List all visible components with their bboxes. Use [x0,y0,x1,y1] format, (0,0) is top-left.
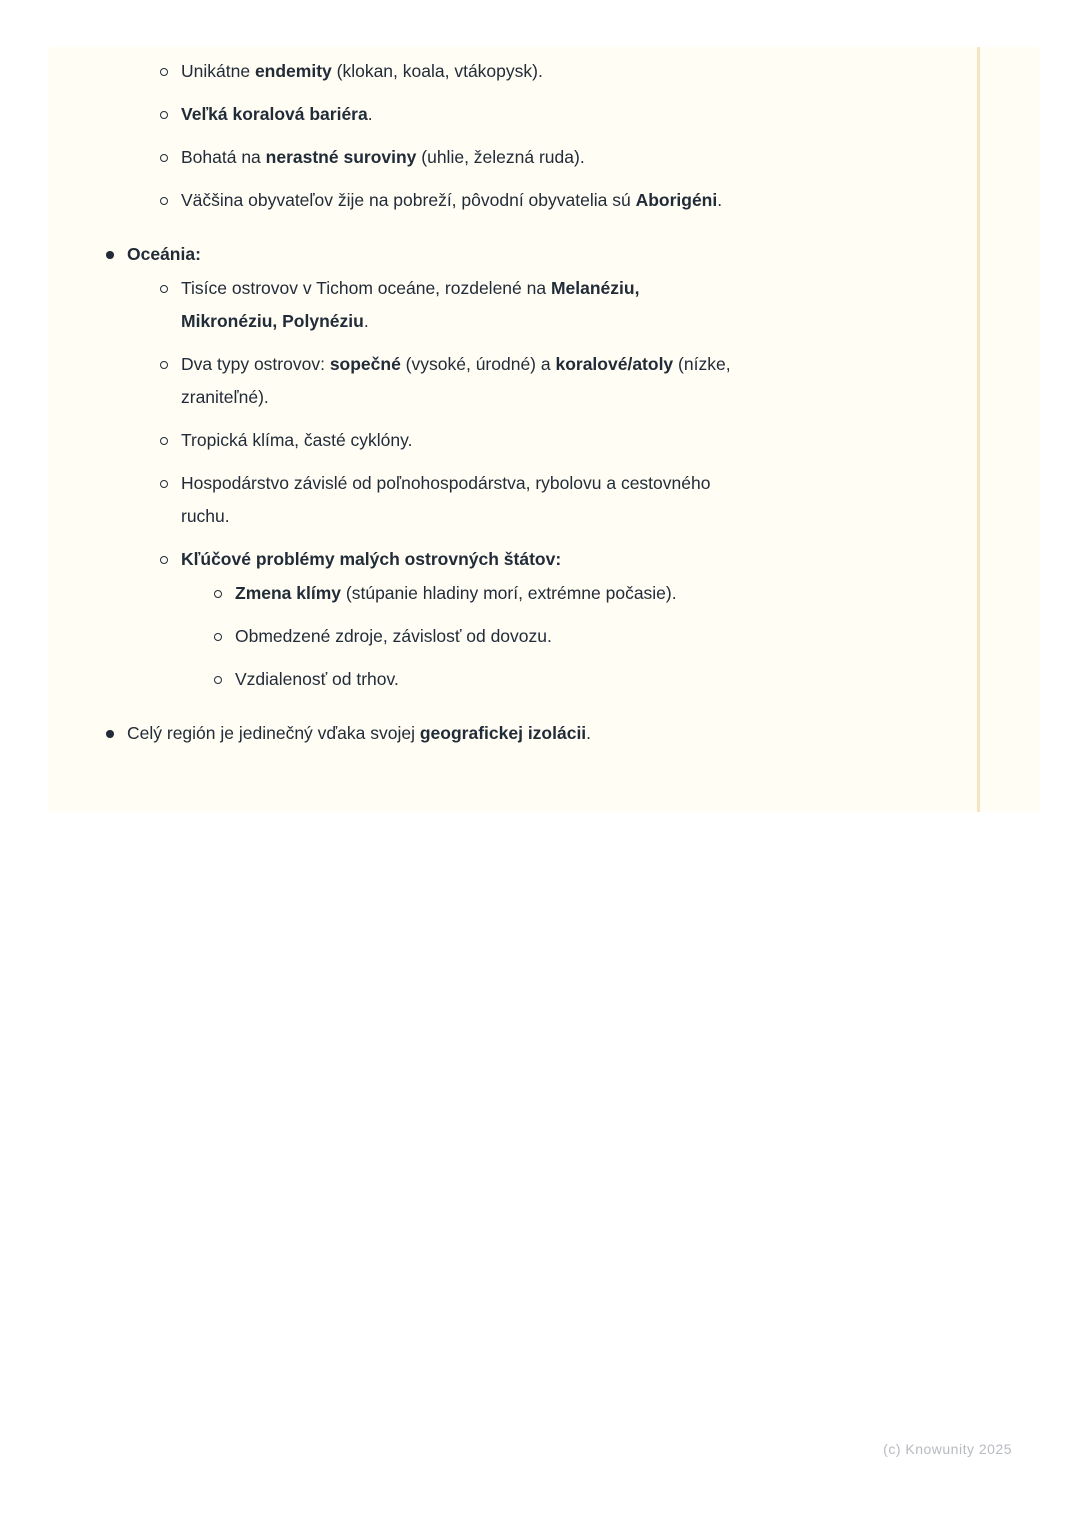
regular-text: . [717,190,723,210]
list-item [159,184,975,217]
list-item-text [181,147,585,167]
regular-text: (vysoké, úrodné) a [400,354,556,374]
bullet-circle-icon [160,285,168,293]
bullet-circle-icon [160,154,168,162]
paper-margin-line [977,47,980,812]
list-item [159,55,975,88]
regular-text: . [367,104,373,124]
list-item-text [235,669,399,689]
bullet-circle-icon [160,480,168,488]
bullet-circle-icon [160,111,168,119]
regular-text: Hospodárstvo závislé od poľnohospodárstva, rybolovu a cestovného [181,473,711,493]
list-item-text [181,104,373,124]
regular-text: Vzdialenosť od trhov. [235,669,399,689]
regular-text: (klokan, koala, vtákopysk). [331,61,543,81]
list-item [159,424,975,457]
bullet-circle-icon [214,590,222,598]
bullet-circle-icon [160,68,168,76]
bold-text: geografickej izolácii [419,723,587,743]
list-item [159,272,975,338]
bullet-disc-icon [106,251,114,259]
regular-text: Bohatá na [181,147,266,167]
outline-list [105,55,975,750]
list-item [159,543,975,696]
regular-text: (uhlie, železná ruda). [416,147,585,167]
regular-text: Celý región je jedinečný vďaka svojej [127,723,420,743]
bold-text: koralové/atoly [555,354,674,374]
bold-text: Oceánia: [127,244,201,264]
list-item-text [181,61,543,81]
list-item-text [181,278,639,331]
list-item [159,98,975,131]
list-item [105,238,975,696]
bold-text: Melanéziu, [550,278,640,298]
bullet-circle-icon [214,676,222,684]
regular-text: ruchu. [181,506,230,526]
bold-text: Mikronéziu, Polynéziu [181,311,364,331]
bullet-circle-icon [160,361,168,369]
regular-text: (nízke, [673,354,731,374]
list-item [105,717,975,750]
outline-sublist [213,577,975,696]
note-paper-panel [48,47,1040,812]
bold-text: Zmena klímy [235,583,342,603]
list-item [159,141,975,174]
list-item [213,577,975,610]
bullet-disc-icon [106,730,114,738]
list-item [213,663,975,696]
outline-sublist [159,55,975,217]
regular-text: . [363,311,369,331]
list-item-text [181,190,722,210]
bullet-circle-icon [160,437,168,445]
list-item [105,55,975,217]
regular-text: Tisíce ostrovov v Tichom oceáne, rozdelené na [181,278,551,298]
bold-text: Aborigéni [635,190,718,210]
bullet-circle-icon [160,556,168,564]
list-item-text [181,430,412,450]
regular-text: (stúpanie hladiny morí, extrémne počasie). [341,583,677,603]
bold-text: sopečné [329,354,401,374]
bold-text: Veľká koralová bariéra [181,104,368,124]
list-item-text [127,244,201,264]
list-item-text [181,354,731,407]
regular-text: Väčšina obyvateľov žije na pobreží, pôvodní obyvatelia sú [181,190,636,210]
bold-text: Kľúčové problémy malých ostrovných štátov: [181,549,562,569]
regular-text: Obmedzené zdroje, závislosť od dovozu. [235,626,552,646]
list-item [213,620,975,653]
regular-text: zraniteľné). [181,387,269,407]
regular-text: Unikátne [181,61,255,81]
regular-text: Dva typy ostrovov: [181,354,330,374]
bullet-circle-icon [214,633,222,641]
regular-text: . [586,723,592,743]
bold-text: nerastné suroviny [265,147,417,167]
list-item-text [181,549,561,569]
bullet-circle-icon [160,197,168,205]
list-item-text [235,583,677,603]
outline-sublist [159,272,975,696]
regular-text: Tropická klíma, časté cyklóny. [181,430,413,450]
list-item-text [127,723,591,743]
copyright-footer: (c) Knowunity 2025 [883,1441,1012,1457]
note-content [48,47,975,750]
list-item [159,348,975,414]
list-item-text [181,473,710,526]
list-item-text [235,626,552,646]
list-item [159,467,975,533]
bold-text: endemity [254,61,332,81]
